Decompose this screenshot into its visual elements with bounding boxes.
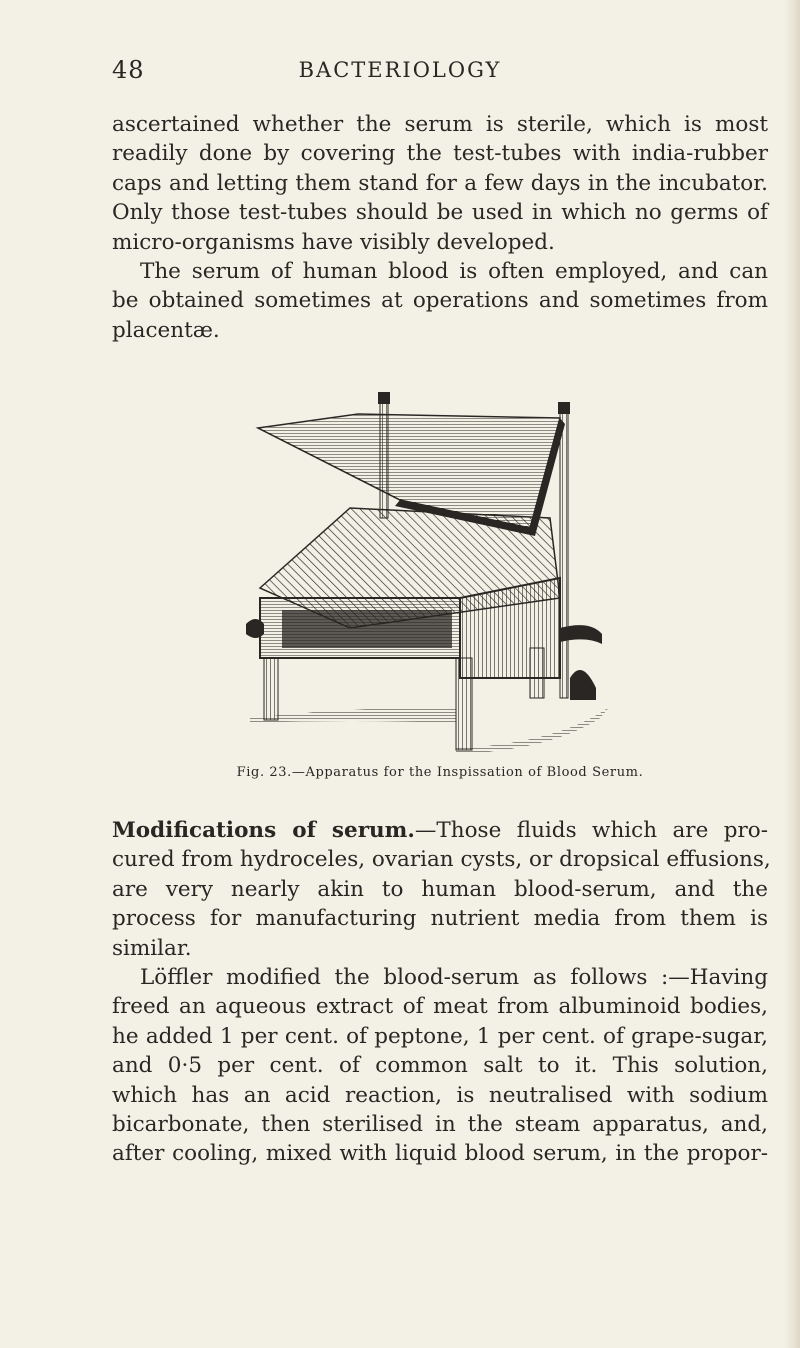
text-line: after cooling, mixed with liquid blood serum, in the propor- xyxy=(112,1141,768,1167)
text-line: which has an acid reaction, is neutralised with sodium xyxy=(112,1082,768,1108)
text-line: readily done by covering the test-tubes with india-rubber xyxy=(112,141,768,167)
leg-front-left-shape xyxy=(264,658,278,720)
text-line: process for manufacturing nutrient media from them is xyxy=(112,906,768,932)
inspissator-illustration xyxy=(230,388,610,758)
leg-back-right-shape xyxy=(530,648,544,698)
text-line: freed an aqueous extract of meat from albuminoid bodies, xyxy=(112,994,768,1020)
burner-shape xyxy=(570,670,596,700)
text-line: ascertained whether the serum is sterile, which is most xyxy=(112,112,768,137)
text-line: similar. xyxy=(112,935,192,961)
thermometer-right-shape xyxy=(560,408,568,698)
text-line: micro-organisms have visibly developed. xyxy=(112,229,555,255)
shadow-right-shape xyxy=(456,706,610,754)
text-line: he added 1 per cent. of peptone, 1 per cent. of grape-sugar, xyxy=(112,1023,768,1049)
leg-front-right-shape xyxy=(456,658,472,750)
text-line xyxy=(112,816,768,845)
paragraph-modifications xyxy=(112,816,771,963)
page-edge-shadow xyxy=(784,0,800,1348)
thermometer-left-cap-shape xyxy=(378,392,390,404)
handle-shape xyxy=(246,619,264,638)
text-line: cured from hydroceles, ovarian cysts, or dropsical effusions, xyxy=(112,847,771,873)
text-line: and 0·5 per cent. of common salt to it. This solution, xyxy=(112,1053,768,1079)
paragraph-sterility xyxy=(112,110,768,257)
page-number: 48 xyxy=(112,56,145,84)
text-line: Löffler modified the blood-serum as follows :—Having xyxy=(140,965,768,991)
page-header xyxy=(0,56,800,92)
text-line: caps and letting them stand for a few days in the incubator. xyxy=(112,170,768,196)
text-line: The serum of human blood is often employed, and can xyxy=(140,259,768,285)
thermometer-right-cap-shape xyxy=(558,402,570,414)
running-head: BACTERIOLOGY xyxy=(298,58,502,82)
thermometer-left-shape xyxy=(380,398,388,518)
text-line: are very nearly akin to human blood-serum, and the xyxy=(112,876,768,902)
shadow-left-shape xyxy=(250,708,456,722)
section-heading: Modifications of serum. xyxy=(112,818,415,843)
paragraph-loffler xyxy=(112,963,768,1169)
top-paragraphs xyxy=(112,110,768,345)
paragraph-human-serum xyxy=(112,257,768,345)
text-line: bicarbonate, then sterilised in the steam apparatus, and, xyxy=(112,1112,768,1138)
front-window-shape xyxy=(282,610,452,648)
text-line: placentæ. xyxy=(112,317,220,343)
text-run: —Those fluids which are pro- xyxy=(414,818,768,843)
bottom-paragraphs xyxy=(112,816,771,1169)
text-line: Only those test-tubes should be used in which no germs of xyxy=(112,200,768,226)
text-line: be obtained sometimes at operations and sometimes from xyxy=(112,288,768,314)
figure-caption: Fig. 23.—Apparatus for the Inspissation of Blood Serum. xyxy=(236,765,644,780)
